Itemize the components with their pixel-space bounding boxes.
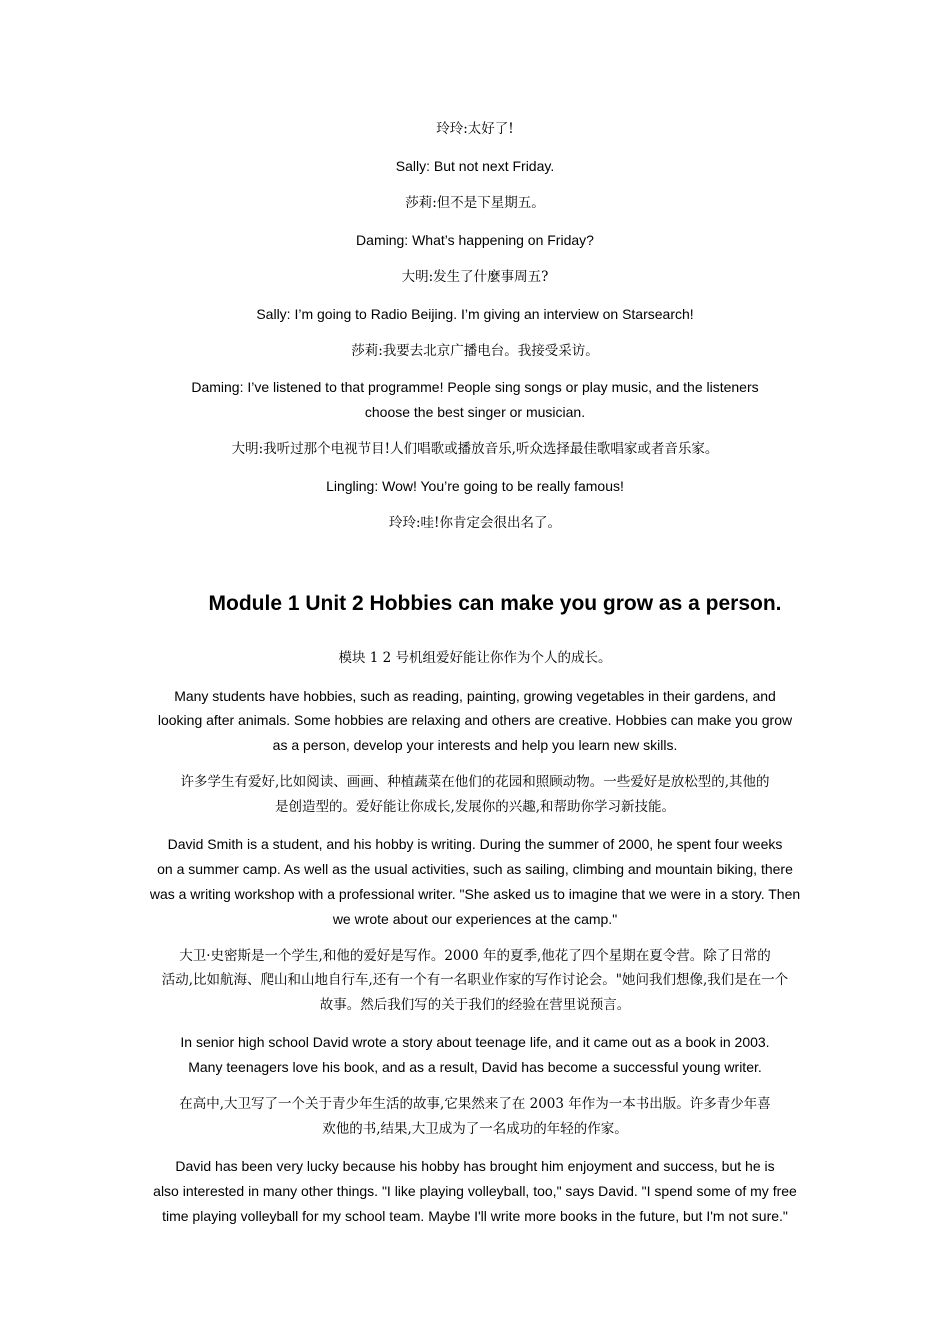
paragraph-1-en-line: as a person, develop your interests and help you learn new skills.	[272, 737, 678, 753]
paragraph-3-zh-line: 在高中,大卫写了一个关于青少年生活的故事,它果然来了在 2003 年作为一本书出版。许多青少年喜	[179, 1096, 771, 1112]
paragraph-4-en-line: also interested in many other things. "I like playing volleyball, too," says David. "I spend some of my free	[153, 1183, 797, 1199]
paragraph-2-en-line: David Smith is a student, and his hobby is writing. During the summer of 2000, he spent four weeks	[167, 836, 783, 852]
dialogue-line-sally-en: Sally: But not next Friday.	[395, 158, 555, 174]
dialogue-line-lingling-en: Lingling: Wow! You’re going to be really famous!	[326, 478, 624, 494]
paragraph-1-en-line: Many students have hobbies, such as reading, painting, growing vegetables in their gardens, and	[174, 688, 776, 704]
paragraph-4-en-line: time playing volleyball for my school team. Maybe I'll write more books in the future, but I'm not sure."	[162, 1208, 788, 1224]
paragraph-1-en-line: looking after animals. Some hobbies are relaxing and others are creative. Hobbies can make you grow	[157, 712, 793, 728]
paragraph-3-en-line: Many teenagers love his book, and as a result, David has become a successful young writer.	[188, 1059, 762, 1075]
paragraph-2-en-line: on a summer camp. As well as the usual activities, such as sailing, climbing and mountain biking, there	[157, 861, 793, 877]
dialogue-line-daming-en: Daming: What’s happening on Friday?	[356, 232, 594, 248]
section-title-zh: 模块 1 2 号机组爱好能让你作为个人的成长。	[338, 650, 612, 666]
paragraph-2-zh-line: 活动,比如航海、爬山和山地自行车,还有一个有一名职业作家的写作讨论会。"她问我们想像,我们是在一个	[161, 972, 789, 988]
paragraph-1-zh-line: 许多学生有爱好,比如阅读、画画、种植蔬菜在他们的花园和照顾动物。一些爱好是放松型的,其他的	[180, 774, 770, 790]
section-title: Module 1 Unit 2 Hobbies can make you grow as a person.	[208, 592, 782, 615]
dialogue-line-lingling-zh: 玲玲:太好了!	[436, 121, 514, 137]
dialogue-line-sally-zh: 莎莉:但不是下星期五。	[405, 195, 545, 211]
paragraph-2-en-line: we wrote about our experiences at the camp."	[332, 911, 618, 927]
dialogue-line-sally-en: Sally: I’m going to Radio Beijing. I’m giving an interview on Starsearch!	[256, 306, 694, 322]
paragraph-3-en-line: In senior high school David wrote a story about teenage life, and it came out as a book in 2003.	[180, 1034, 770, 1050]
dialogue-line-daming-en: Daming: I’ve listened to that programme! People sing songs or play music, and the listeners	[191, 379, 759, 395]
paragraph-4-en-line: David has been very lucky because his hobby has brought him enjoyment and success, but he is	[175, 1158, 775, 1174]
dialogue-line-daming-zh: 大明:发生了什麼事周五?	[401, 269, 549, 285]
dialogue-line-daming-en-cont: choose the best singer or musician.	[364, 404, 586, 420]
dialogue-line-sally-zh: 莎莉:我要去北京广播电台。我接受采访。	[351, 343, 599, 359]
paragraph-2-zh-line: 故事。然后我们写的关于我们的经验在营里说预言。	[319, 997, 631, 1013]
dialogue-line-lingling-zh: 玲玲:哇!你肯定会很出名了。	[389, 515, 561, 531]
paragraph-2-zh-line: 大卫·史密斯是一个学生,和他的爱好是写作。2000 年的夏季,他花了四个星期在夏令营。除了日常的	[179, 948, 771, 964]
paragraph-3-zh-line: 欢他的书,结果,大卫成为了一名成功的年轻的作家。	[322, 1121, 628, 1137]
dialogue-line-daming-zh: 大明:我听过那个电视节目!人们唱歌或播放音乐,听众选择最佳歌唱家或者音乐家。	[231, 441, 719, 457]
paragraph-1-zh-line: 是创造型的。爱好能让你成长,发展你的兴趣,和帮助你学习新技能。	[274, 799, 676, 815]
paragraph-2-en-line: was a writing workshop with a professional writer. "She asked us to imagine that we were in a story. Then	[149, 886, 801, 902]
